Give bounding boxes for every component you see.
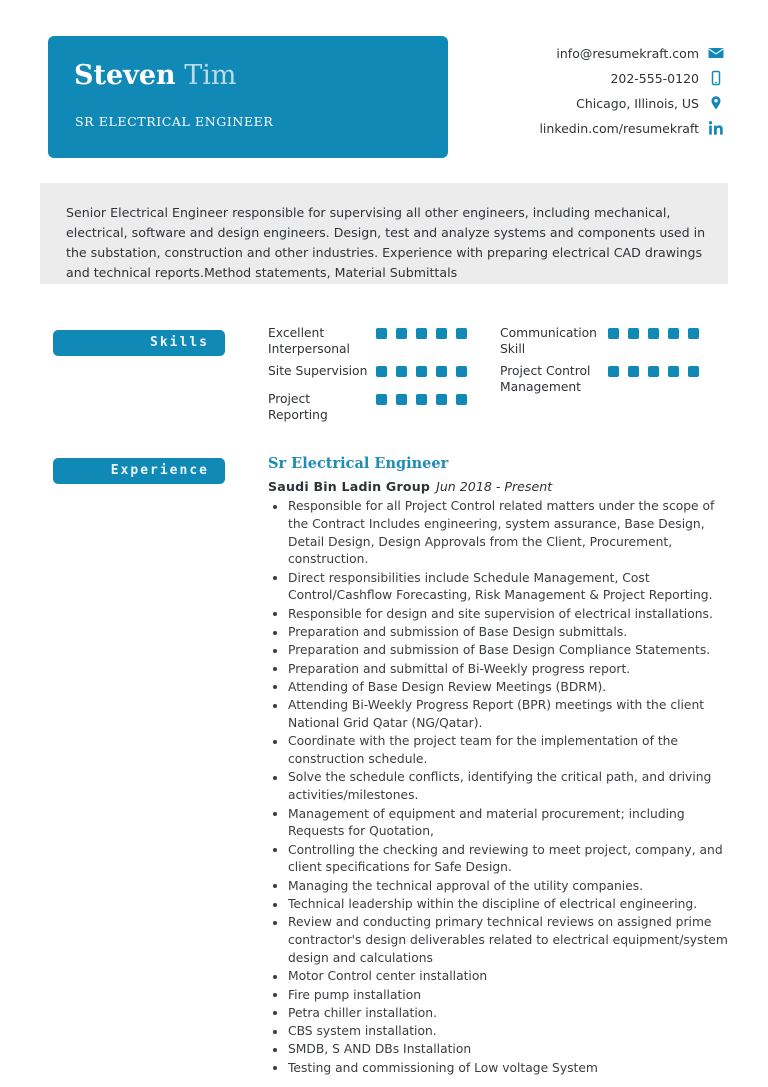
skill-name: Communication Skill — [500, 326, 597, 356]
candidate-name — [74, 62, 237, 89]
skill-rating-square — [416, 366, 427, 377]
section-header-experience — [53, 458, 225, 484]
skill-rating-square — [608, 328, 619, 339]
experience-bullet: Motor Control center installation — [268, 968, 728, 986]
name-banner — [48, 36, 448, 158]
summary-text: Senior Electrical Engineer responsible for supervising all other engineers, including mechanical, electrical, software and design engineers. Design, test and analyze systems and components used in the substation, construction and other industries. Experience with preparing electrical CAD drawings and technical reports.Method statements, Material Submittals — [66, 205, 706, 280]
skill-rating-square — [628, 328, 639, 339]
skill-rating-square — [668, 328, 679, 339]
section-header-skills-label: Skills — [150, 335, 209, 350]
skill-rating-square — [688, 366, 699, 377]
section-header-skills — [53, 330, 225, 356]
summary-box — [40, 183, 728, 284]
skill-rating-square — [416, 328, 427, 339]
contact-item-email — [404, 42, 724, 64]
experience-bullet: SMDB, S AND DBs Installation — [268, 1041, 728, 1059]
skill-name: Project Reporting — [268, 392, 328, 422]
contact-list — [404, 42, 724, 142]
experience-bullet: Preparation and submittal of Bi-Weekly progress report. — [268, 661, 728, 679]
skill-rating-square — [456, 394, 467, 405]
skill-item — [268, 325, 492, 357]
skill-rating — [608, 325, 699, 339]
skill-rating-square — [456, 328, 467, 339]
experience-bullet: Attending of Base Design Review Meetings (BDRM). — [268, 679, 728, 697]
experience-bullet: Petra chiller installation. — [268, 1005, 728, 1023]
skill-rating — [376, 325, 467, 339]
experience-section — [268, 455, 728, 1078]
skill-rating-square — [436, 366, 447, 377]
phone-icon — [708, 70, 724, 86]
skill-rating-square — [436, 328, 447, 339]
skill-item — [500, 325, 724, 357]
map-pin-icon — [708, 95, 724, 111]
experience-bullet: Responsible for all Project Control related matters under the scope of the Contract Includes engineering, system assurance, Base Design, Detail Design, Design Approvals from the Client, Procurement, construction. — [268, 498, 728, 569]
last-name: Tim — [184, 60, 237, 91]
contact-item-linkedin[interactable] — [404, 117, 724, 139]
experience-bullet: CBS system installation. — [268, 1023, 728, 1041]
contact-email-text: info@resumekraft.com — [556, 45, 699, 61]
skills-column-right — [500, 325, 724, 401]
skill-item — [500, 363, 724, 395]
skill-rating-square — [376, 366, 387, 377]
skill-rating — [376, 363, 467, 377]
skill-item — [268, 391, 492, 423]
experience-bullet: Fire pump installation — [268, 987, 728, 1005]
skill-rating-square — [436, 394, 447, 405]
experience-bullet: Preparation and submission of Base Design submittals. — [268, 624, 728, 642]
skill-rating — [608, 363, 699, 377]
skill-name: Excellent Interpersonal — [268, 326, 350, 356]
skill-rating-square — [648, 328, 659, 339]
skill-rating-square — [688, 328, 699, 339]
first-name: Steven — [74, 60, 176, 91]
envelope-icon — [708, 45, 724, 61]
skills-column-left — [268, 325, 492, 429]
skill-rating-square — [648, 366, 659, 377]
linkedin-icon[interactable] — [708, 120, 724, 136]
resume-header — [0, 0, 768, 168]
skill-item — [268, 363, 492, 385]
skill-name: Project Control Management — [500, 364, 591, 394]
experience-meta — [268, 479, 728, 494]
experience-job-title: Sr Electrical Engineer — [268, 455, 449, 472]
experience-bullet: Attending Bi-Weekly Progress Report (BPR) meetings with the client National Grid Qatar (NG/Qatar). — [268, 697, 728, 733]
experience-bullet: Solve the schedule conflicts, identifying the critical path, and driving activities/milestones. — [268, 769, 728, 805]
experience-dates: Jun 2018 - Present — [436, 479, 553, 494]
experience-bullet: Coordinate with the project team for the implementation of the construction schedule. — [268, 733, 728, 769]
experience-company: Saudi Bin Ladin Group — [268, 479, 431, 494]
contact-item-location — [404, 92, 724, 114]
skill-rating-square — [668, 366, 679, 377]
contact-phone-text: 202-555-0120 — [610, 70, 699, 86]
skill-rating-square — [396, 366, 407, 377]
contact-linkedin-text: linkedin.com/resumekraft — [539, 120, 699, 136]
experience-bullet: Responsible for design and site supervision of electrical installations. — [268, 606, 728, 624]
experience-bullet: Management of equipment and material procurement; including Requests for Quotation, — [268, 806, 728, 842]
experience-bullet: Controlling the checking and reviewing to meet project, company, and client specifications for Safe Design. — [268, 842, 728, 878]
skill-rating-square — [416, 394, 427, 405]
candidate-job-title: SR ELECTRICAL ENGINEER — [75, 114, 274, 129]
experience-bullet: Preparation and submission of Base Design Compliance Statements. — [268, 642, 728, 660]
experience-bullet: Technical leadership within the discipline of electrical engineering. — [268, 896, 728, 914]
skill-rating-square — [608, 366, 619, 377]
experience-bullet: Direct responsibilities include Schedule Management, Cost Control/Cashflow Forecasting, Risk Management & Project Reporting. — [268, 570, 728, 606]
experience-bullet: Testing and commissioning of Low voltage System — [268, 1060, 728, 1078]
contact-location-text: Chicago, Illinois, US — [576, 95, 699, 111]
skill-rating-square — [376, 394, 387, 405]
skill-rating-square — [376, 328, 387, 339]
experience-bullet: Managing the technical approval of the utility companies. — [268, 878, 728, 896]
skill-rating — [376, 391, 467, 405]
skill-name: Site Supervision — [268, 364, 368, 378]
experience-bullet: Review and conducting primary technical reviews on assigned prime contractor's design deliverables related to electrical equipment/system design and calculations — [268, 914, 728, 967]
experience-bullet-list — [268, 498, 728, 1078]
contact-item-phone — [404, 67, 724, 89]
section-header-experience-label: Experience — [110, 463, 209, 478]
skill-rating-square — [396, 394, 407, 405]
skill-rating-square — [628, 366, 639, 377]
skill-rating-square — [396, 328, 407, 339]
skill-rating-square — [456, 366, 467, 377]
